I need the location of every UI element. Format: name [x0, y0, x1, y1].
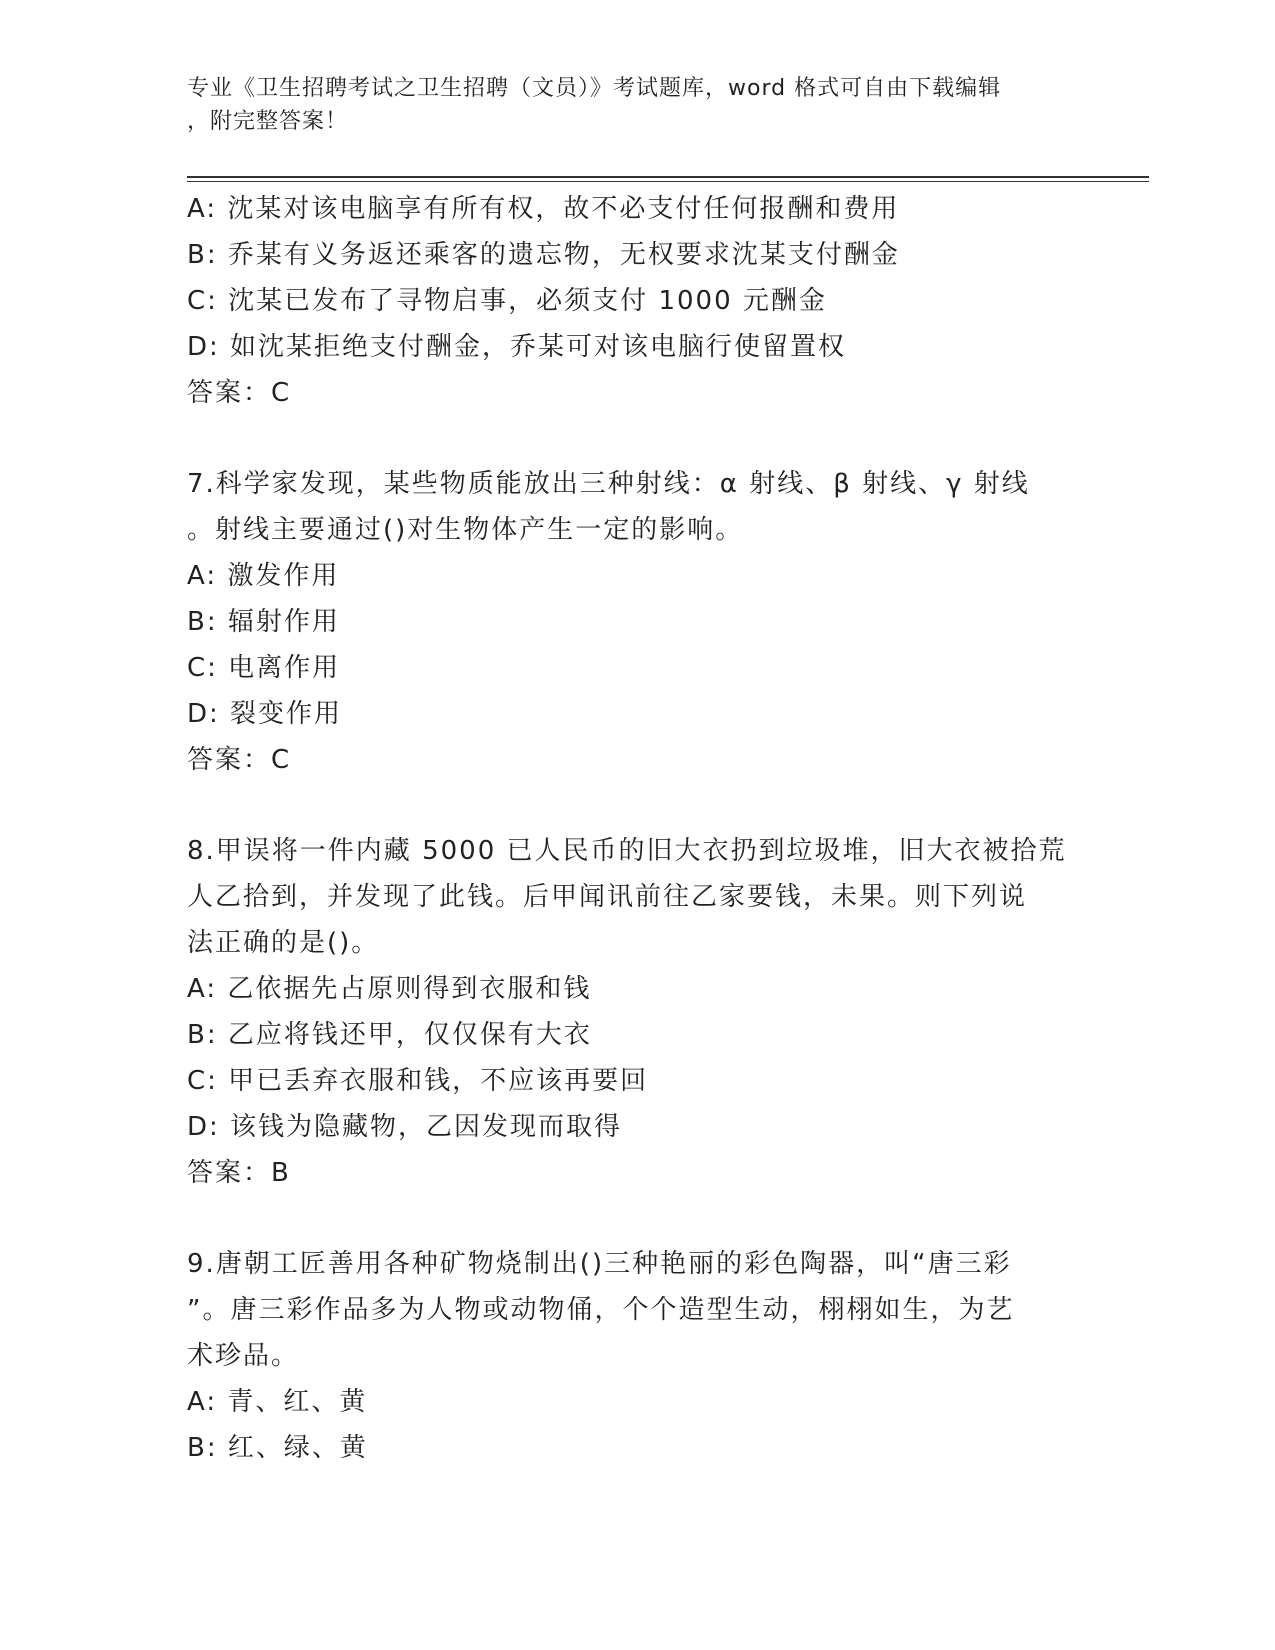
spacer — [187, 783, 1087, 828]
option-a: A: 青、红、黄 — [187, 1387, 368, 1417]
question-text-line: 人乙拾到，并发现了此钱。后甲闻讯前往乙家要钱，未果。则下列说 — [187, 882, 1028, 912]
header-line-1: 专业《卫生招聘考试之卫生招聘（文员）》考试题库，word 格式可自由下载编辑 — [187, 76, 1002, 101]
document-header — [187, 72, 1087, 138]
option-a: A: 沈某对该电脑享有所有权，故不必支付任何报酬和费用 — [187, 194, 900, 224]
option-b: B: 红、绿、黄 — [187, 1433, 368, 1463]
option-d: D: 如沈某拒绝支付酬金，乔某可对该电脑行使留置权 — [187, 332, 847, 362]
question-6 — [187, 186, 1087, 416]
question-text-line: 法正确的是()。 — [187, 928, 380, 958]
header-line-2: ，附完整答案！ — [187, 109, 349, 134]
option-a: A: 乙依据先占原则得到衣服和钱 — [187, 974, 592, 1004]
question-text-line: 9.唐朝工匠善用各种矿物烧制出()三种艳丽的彩色陶器，叫“唐三彩 — [187, 1249, 1012, 1279]
option-a: A: 激发作用 — [187, 561, 340, 591]
question-list — [187, 186, 1087, 1471]
option-c: C: 沈某已发布了寻物启事，必须支付 1000 元酬金 — [187, 286, 827, 316]
option-c: C: 电离作用 — [187, 653, 341, 683]
question-7 — [187, 461, 1087, 783]
header-rule-thick — [187, 176, 1149, 178]
question-8 — [187, 828, 1087, 1196]
answer-line: 答案：B — [187, 1158, 291, 1188]
question-text-line: 术珍品。 — [187, 1341, 300, 1371]
spacer — [187, 1196, 1087, 1241]
spacer — [187, 416, 1087, 461]
answer-line: 答案：C — [187, 378, 292, 408]
question-text-line: 。射线主要通过()对生物体产生一定的影响。 — [187, 515, 744, 545]
question-9 — [187, 1241, 1087, 1471]
header-rule-thin — [187, 181, 1149, 182]
option-c: C: 甲已丢弃衣服和钱，不应该再要回 — [187, 1066, 649, 1096]
option-d: D: 该钱为隐藏物，乙因发现而取得 — [187, 1112, 623, 1142]
option-b: B: 乙应将钱还甲，仅仅保有大衣 — [187, 1020, 592, 1050]
option-d: D: 裂变作用 — [187, 699, 343, 729]
option-b: B: 乔某有义务返还乘客的遗忘物，无权要求沈某支付酬金 — [187, 240, 900, 270]
question-text-line: ”。唐三彩作品多为人物或动物俑，个个造型生动，栩栩如生，为艺 — [187, 1295, 1015, 1325]
question-text-line: 8.甲误将一件内藏 5000 已人民币的旧大衣扔到垃圾堆，旧大衣被拾荒 — [187, 836, 1067, 866]
option-b: B: 辐射作用 — [187, 607, 340, 637]
answer-line: 答案：C — [187, 745, 292, 775]
question-text-line: 7.科学家发现，某些物质能放出三种射线：α 射线、β 射线、γ 射线 — [187, 469, 1030, 499]
